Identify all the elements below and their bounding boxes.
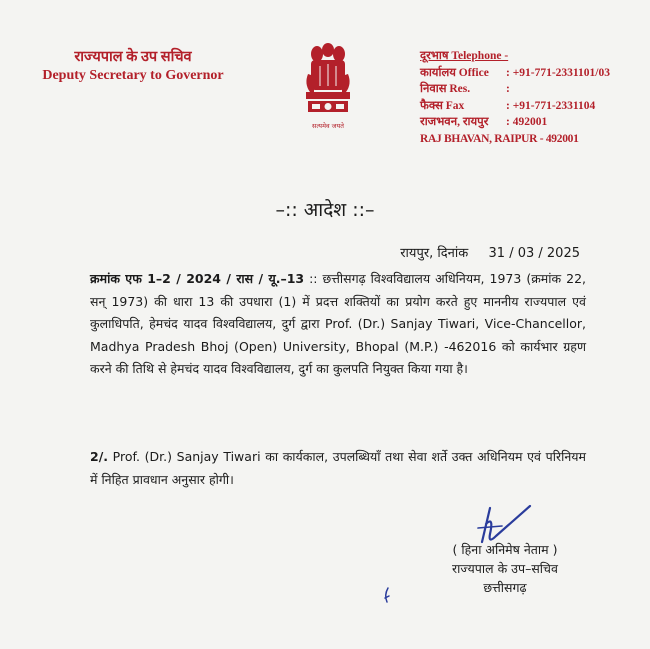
fax-label: फैक्स Fax: [420, 99, 465, 112]
dateline: [400, 243, 580, 261]
office-title-hindi: राज्यपाल के उप सचिव: [74, 49, 192, 65]
residence-label: निवास Res.: [420, 83, 471, 96]
contact-block: [420, 48, 648, 148]
signatory-name: ( हिना अनिमेष नेताम ): [452, 542, 558, 557]
signatory-state: छत्तीसगढ़: [483, 580, 527, 595]
order-title: –:: आदेश ::–: [275, 199, 375, 221]
fax-row: [420, 98, 648, 115]
office-phone-row: [420, 65, 648, 82]
office-phone-value: : +91-771-2331101/03: [506, 66, 610, 79]
order-date: 31 / 03 / 2025: [488, 246, 580, 261]
order-number: क्रमांक एफ 1–2 / 2024 / रास / यू.–13: [90, 271, 305, 286]
signatory-block: [400, 540, 610, 597]
signatory-designation: राज्यपाल के उप–सचिव: [452, 561, 558, 576]
fax-value: : +91-771-2331104: [506, 99, 596, 112]
national-emblem-icon: [300, 40, 356, 134]
rajbhavan-row: [420, 114, 648, 131]
order-paragraph-2: [90, 446, 586, 491]
ink-tick-mark: [382, 586, 392, 604]
office-title-english: Deputy Secretary to Governor: [42, 68, 224, 83]
office-phone-label: कार्यालय Office: [420, 66, 489, 79]
place-label: रायपुर, दिनांक: [400, 246, 469, 261]
order-paragraph-1: [90, 268, 586, 381]
telephone-heading: [420, 48, 648, 65]
telephone-label: दूरभाष Telephone -: [420, 50, 509, 62]
address-line: RAJ BHAVAN, RAIPUR - 492001: [420, 132, 579, 145]
office-heading: [18, 48, 248, 85]
residence-phone-row: [420, 81, 648, 98]
residence-value: :: [506, 83, 510, 96]
rajbhavan-value: : 492001: [506, 116, 548, 129]
order-paragraph-1-text: :: छत्तीसगढ़ विश्वविद्यालय अधिनियम, 1973 (क्रमांक 22, सन् 1973) की धारा 13 की उपधारा (1) में प्रदत्त शक्तियों का प्रयोग करते हुए माननीय राज्यपाल एवं कुलाधिपति, हेमचंद यादव विश्वविद्यालय, दुर्ग द्वारा Prof. (Dr.) Sanjay Tiwari, Vice-Chancellor, Madhya Pradesh Bhoj (Open) University, Bhopal (M.P.) -462016 को कार्यभार ग्रहण करने की तिथि से हेमचंद यादव विश्वविद्यालय, दुर्ग का कुलपति नियुक्त किया गया है।: [90, 271, 587, 376]
paragraph-2-number: 2/.: [90, 449, 109, 464]
order-paragraph-2-text: Prof. (Dr.) Sanjay Tiwari का कार्यकाल, उपलब्धियाँ तथा सेवा शर्ते उक्त अधिनियम एवं परिनियम में निहित प्रावधान अनुसार होगी।: [90, 449, 586, 487]
rajbhavan-label: राजभवन, रायपुर: [420, 116, 489, 129]
emblem-motto: सत्यमेव जयते: [312, 122, 344, 130]
address-row: [420, 131, 648, 148]
